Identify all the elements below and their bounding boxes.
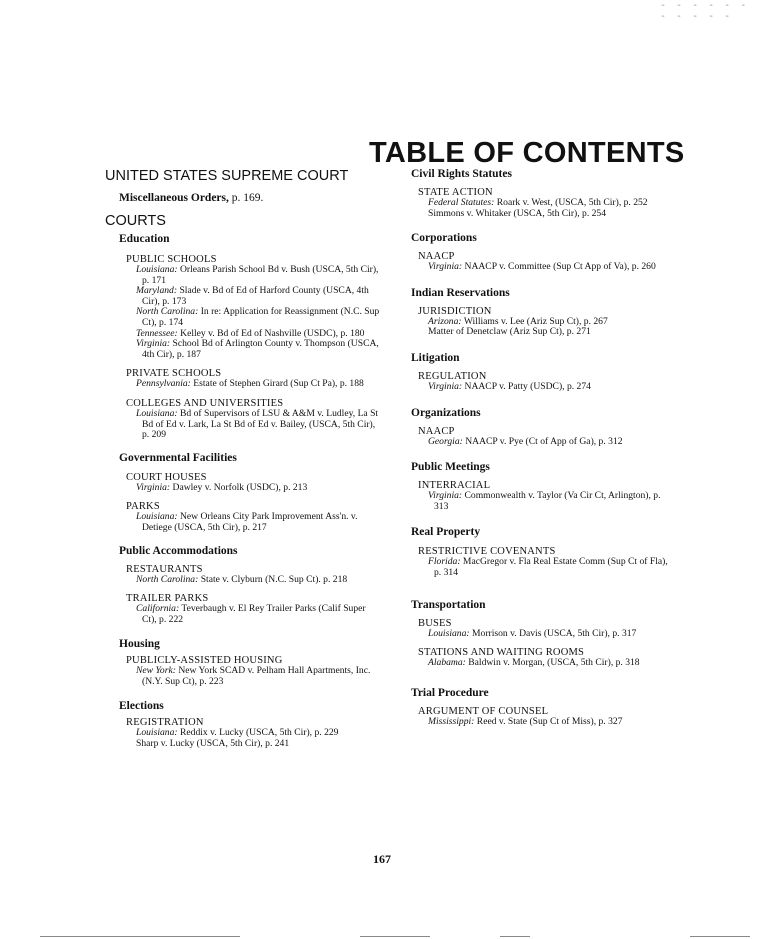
entries-stations: [418, 658, 673, 669]
entry-jurisdiction: Georgia:: [428, 435, 463, 447]
subhead-naacp-corp: NAACP: [418, 251, 455, 263]
toc-entry: [126, 265, 380, 286]
entries-state-action: [418, 198, 673, 219]
corporations-block: [411, 251, 673, 273]
entry-citation: NAACP v. Committee (Sup Ct App of Va), p. 260: [464, 261, 656, 273]
topic-corporations: Corporations: [411, 232, 477, 245]
entries-restaurants: [126, 575, 380, 586]
topic-trial-procedure: Trial Procedure: [411, 686, 489, 699]
entries-regulation: [418, 382, 673, 393]
scan-edge-line: [360, 936, 430, 937]
subhead-stations: STATIONS AND WAITING ROOMS: [418, 647, 585, 659]
section-title-courts: COURTS: [105, 213, 166, 229]
entries-parks: [126, 512, 380, 533]
toc-entry: [418, 491, 673, 512]
entries-naacp-corp: [418, 262, 673, 273]
entry-citation: New Orleans City Park Improvement Ass'n. v. Detiege (USCA, 5th Cir), p. 217: [142, 511, 358, 533]
transportation-block: [411, 618, 673, 669]
entry-jurisdiction: Virginia:: [428, 380, 463, 392]
entry-jurisdiction: Arizona:: [428, 315, 462, 327]
entry-citation: Reddix v. Lucky (USCA, 5th Cir), p. 229: [180, 727, 339, 739]
entries-interracial: [418, 491, 673, 512]
entries-jurisdiction: [418, 317, 673, 338]
topic-real-property: Real Property: [411, 526, 481, 539]
entry-jurisdiction: Louisiana:: [136, 511, 178, 523]
toc-entry: [418, 658, 673, 669]
subhead-interracial: INTERRACIAL: [418, 480, 491, 492]
trial-block: [411, 706, 673, 728]
topic-education: Education: [119, 233, 170, 245]
entry-citation: NAACP v. Pye (Ct of App of Ga), p. 312: [465, 435, 623, 447]
entry-citation: Bd of Supervisors of LSU & A&M v. Ludley, La St Bd of Ed v. Lark, La St Bd of Ed v. Bailey, (USCA, 5th Cir), p. 209: [142, 407, 379, 441]
topic-public-meetings: Public Meetings: [411, 461, 490, 474]
subhead-registration: REGISTRATION: [126, 717, 204, 729]
entry-jurisdiction: Virginia:: [428, 261, 463, 273]
topic-housing: Housing: [119, 638, 160, 651]
subhead-regulation: REGULATION: [418, 370, 487, 382]
entry-jurisdiction: Federal Statutes:: [428, 197, 495, 208]
toc-entry: [418, 717, 673, 728]
scan-edge-line: [40, 936, 240, 937]
entry-citation: Reed v. State (Sup Ct of Miss), p. 327: [476, 715, 623, 727]
toc-entry: [126, 512, 380, 533]
page-title: TABLE OF CONTENTS: [369, 137, 685, 170]
entry-citation: Morrison v. Davis (USCA, 5th Cir), p. 317: [472, 627, 637, 639]
toc-entry: [126, 379, 380, 390]
section-title-supreme-court: UNITED STATES SUPREME COURT: [105, 168, 349, 184]
topic-organizations: Organizations: [411, 406, 481, 419]
entry-citation: Dawley v. Norfolk (USDC), p. 213: [172, 481, 308, 493]
entries-private-schools: [126, 379, 380, 390]
organizations-block: [411, 426, 673, 448]
toc-entry: [418, 629, 673, 640]
subhead-state-action: STATE ACTION: [418, 187, 493, 198]
topic-indian-reservations: Indian Reservations: [411, 286, 510, 299]
topic-litigation: Litigation: [411, 351, 460, 364]
toc-entry: [126, 409, 380, 441]
entry-citation: Estate of Stephen Girard (Sup Ct Pa), p. 188: [193, 378, 364, 390]
subhead-private-schools: PRIVATE SCHOOLS: [126, 368, 222, 380]
topic-civil-rights: Civil Rights Statutes: [411, 168, 512, 180]
entries-registration: [126, 728, 380, 749]
misc-orders-label: Miscellaneous Orders,: [119, 192, 229, 204]
toc-entry: [126, 339, 380, 360]
entries-colleges: [126, 409, 380, 441]
entry-citation: MacGregor v. Fla Real Estate Comm (Sup Ct of Fla), p. 314: [434, 556, 668, 578]
toc-entry: [126, 739, 380, 750]
entry-jurisdiction: Virginia:: [428, 490, 463, 502]
toc-entry: [126, 666, 380, 687]
toc-entry: [126, 604, 380, 625]
entry-citation: Williams v. Lee (Ariz Sup Ct), p. 267: [463, 315, 608, 327]
subhead-assisted-housing: PUBLICLY-ASSISTED HOUSING: [126, 655, 283, 667]
litigation-block: [411, 371, 673, 393]
entry-jurisdiction: New York:: [136, 665, 176, 677]
indian-block: [411, 306, 673, 338]
entry-jurisdiction: Virginia:: [136, 338, 171, 350]
elections-block: [119, 717, 380, 749]
entry-citation: Sharp v. Lucky (USCA, 5th Cir), p. 241: [136, 738, 290, 750]
government-block: [119, 472, 380, 534]
entries-court-houses: [126, 483, 380, 494]
left-column: [105, 168, 380, 750]
entries-public-schools: [126, 265, 380, 360]
entries-argument-of-counsel: [418, 717, 673, 728]
misc-orders-page: p. 169.: [231, 192, 264, 204]
entry-jurisdiction: Pennsylvania:: [136, 378, 191, 390]
entry-citation: NAACP v. Patty (USDC), p. 274: [464, 380, 591, 392]
toc-entry: [418, 262, 673, 273]
subhead-naacp-org: NAACP: [418, 425, 455, 437]
subhead-trailer-parks: TRAILER PARKS: [126, 593, 209, 605]
entry-jurisdiction: North Carolina:: [136, 306, 199, 318]
entries-naacp-org: [418, 437, 673, 448]
topic-governmental-facilities: Governmental Facilities: [119, 451, 237, 464]
entry-jurisdiction: Alabama:: [428, 657, 466, 669]
topic-elections: Elections: [119, 700, 164, 713]
entry-jurisdiction: Maryland:: [136, 285, 178, 297]
entry-citation: Baldwin v. Morgan, (USCA, 5th Cir), p. 318: [468, 657, 640, 669]
page-number: 167: [373, 852, 391, 866]
toc-entry: [418, 209, 673, 220]
entries-trailer-parks: [126, 604, 380, 625]
entry-jurisdiction: Louisiana:: [136, 727, 178, 739]
toc-entry: [418, 382, 673, 393]
right-column: [411, 168, 673, 727]
subhead-jurisdiction: JURISDICTION: [418, 305, 492, 317]
toc-entry: [418, 437, 673, 448]
entry-citation: Simmons v. Whitaker (USCA, 5th Cir), p. 254: [428, 207, 607, 219]
misc-orders-line: [119, 192, 380, 204]
civil-rights-block: [411, 187, 673, 219]
entry-citation: Roark v. West, (USCA, 5th Cir), p. 252: [496, 197, 648, 208]
entry-citation: Orleans Parish School Bd v. Bush (USCA, 5th Cir), p. 171: [142, 264, 379, 286]
courts-body: [105, 233, 380, 750]
topic-public-accommodations: Public Accommodations: [119, 544, 238, 557]
toc-entry: [126, 286, 380, 307]
scan-edge-line: [690, 936, 750, 937]
entries-assisted-housing: [126, 666, 380, 687]
subhead-colleges: COLLEGES AND UNIVERSITIES: [126, 397, 284, 409]
subhead-public-schools: PUBLIC SCHOOLS: [126, 254, 217, 265]
entry-citation: School Bd of Arlington County v. Thompson (USCA, 4th Cir), p. 187: [142, 338, 379, 360]
entry-jurisdiction: Tennessee:: [136, 327, 178, 339]
entry-jurisdiction: North Carolina:: [136, 573, 199, 585]
entries-restrictive-covenants: [418, 557, 673, 578]
entry-jurisdiction: Louisiana:: [136, 407, 178, 419]
toc-entry: [126, 483, 380, 494]
subhead-court-houses: COURT HOUSES: [126, 471, 207, 483]
scan-edge-line: [500, 936, 530, 937]
public-accom-block: [119, 564, 380, 626]
subhead-restrictive-covenants: RESTRICTIVE COVENANTS: [418, 546, 556, 558]
entry-citation: Commonwealth v. Taylor (Va Cir Ct, Arlington), p. 313: [434, 490, 661, 512]
entry-citation: State v. Clyburn (N.C. Sup Ct). p. 218: [200, 573, 348, 585]
entry-citation: New York SCAD v. Pelham Hall Apartments, Inc. (N.Y. Sup Ct), p. 223: [142, 665, 371, 687]
toc-entry: [418, 327, 673, 338]
entry-citation: Slade v. Bd of Ed of Harford County (USCA, 4th Cir), p. 173: [142, 285, 369, 307]
entry-citation: Teverbaugh v. El Rey Trailer Parks (Calif Super Ct), p. 222: [142, 603, 366, 625]
subhead-parks: PARKS: [126, 501, 160, 513]
topic-transportation: Transportation: [411, 598, 486, 611]
entry-jurisdiction: California:: [136, 603, 180, 615]
public-meetings-block: [411, 480, 673, 512]
toc-entry: [126, 575, 380, 586]
toc-entry: [418, 557, 673, 578]
subhead-argument-of-counsel: ARGUMENT OF COUNSEL: [418, 705, 549, 717]
entry-jurisdiction: Mississippi:: [428, 715, 475, 727]
housing-block: [119, 655, 380, 687]
entry-citation: Kelley v. Bd of Ed of Nashville (USDC), p. 180: [180, 327, 365, 339]
toc-entry: [126, 307, 380, 328]
entry-jurisdiction: Louisiana:: [428, 627, 470, 639]
subhead-restaurants: RESTAURANTS: [126, 563, 203, 575]
subhead-buses: BUSES: [418, 617, 452, 629]
entry-jurisdiction: Louisiana:: [136, 264, 178, 275]
entries-buses: [418, 629, 673, 640]
entry-jurisdiction: Virginia:: [136, 481, 171, 493]
entry-jurisdiction: Florida:: [428, 556, 461, 568]
education-block: [119, 254, 380, 441]
entry-citation: Matter of Denetclaw (Ariz Sup Ct), p. 271: [428, 326, 591, 338]
scan-specks: - - - - - - - - - - -: [660, 0, 749, 22]
real-property-block: [411, 546, 673, 578]
entry-citation: In re: Application for Reassignment (N.C. Sup Ct), p. 174: [142, 306, 380, 328]
